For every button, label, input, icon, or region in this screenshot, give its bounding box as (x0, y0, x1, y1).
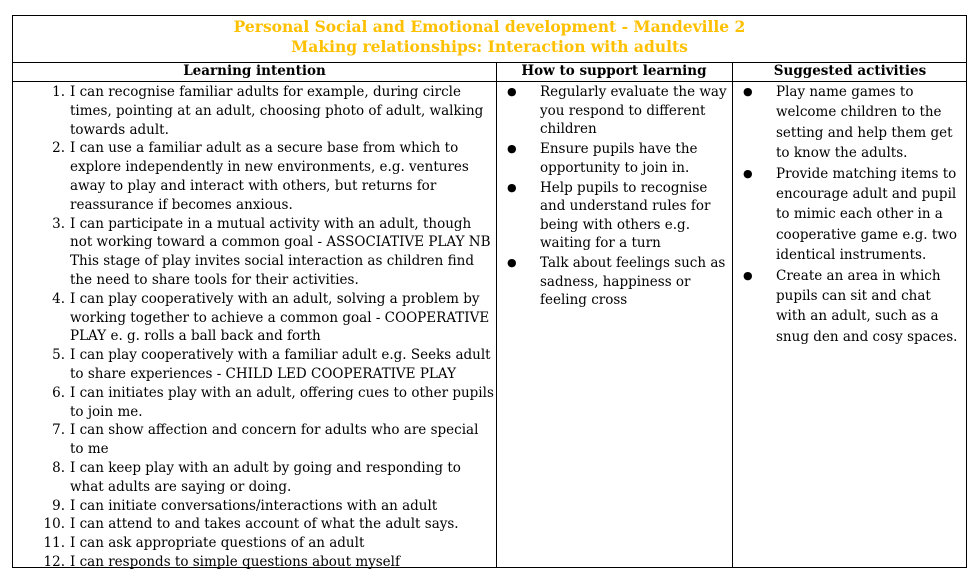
item-number: 4. (52, 290, 65, 307)
learning-intention-item (13, 139, 496, 214)
item-text: I can keep play with an adult by going and responding to what adults are saying or doing. (70, 459, 461, 495)
item-text: I can responds to simple questions about myself (70, 553, 400, 570)
support-item (497, 83, 732, 139)
item-text: I can use a familiar adult as a secure base from which to explore independently in new environments, e.g. ventures away to play and interact with others, but returns for reassurance if becomes anxious. (70, 140, 469, 213)
bullet-text: Play name games to welcome children to the setting and help them get to know the adults. (776, 84, 953, 161)
item-number: 1. (52, 84, 65, 100)
learning-intention-item (13, 515, 496, 534)
bullet-text: Regularly evaluate the way you respond to different children (540, 84, 727, 137)
item-number: 6. (52, 384, 65, 401)
item-text: I can show affection and concern for adults who are special to me (70, 422, 479, 458)
title-block (13, 16, 966, 63)
item-number: 10. (43, 516, 65, 533)
learning-intention-column (13, 82, 496, 570)
item-number: 9. (52, 497, 65, 514)
item-text: I can play cooperatively with a familiar adult e.g. Seeks adult to share experiences - CHILD LED COOPERATIVE PLAY (70, 347, 491, 382)
item-number: 2. (52, 140, 65, 157)
activities-list (733, 82, 965, 347)
page-title: Personal Social and Emotional development - Mandeville 2 (233, 17, 746, 36)
learning-intention-item (13, 83, 496, 139)
support-list (497, 83, 732, 310)
activity-item (733, 164, 965, 265)
learning-intention-item (13, 290, 496, 346)
header-learning-intention: Learning intention (183, 63, 326, 79)
learning-intention-item (13, 497, 496, 516)
activity-item (733, 82, 965, 163)
learning-intention-item (13, 553, 496, 572)
bullet-icon: ● (507, 256, 517, 269)
header-suggested-activities: Suggested activities (773, 63, 927, 79)
bullet-icon: ● (743, 166, 753, 180)
bullet-text: Create an area in which pupils can sit and chat with an adult, such as a snug den and cosy spaces. (776, 267, 958, 345)
learning-intention-item (13, 215, 496, 290)
bullet-text: Talk about feelings such as sadness, happiness or feeling cross (540, 255, 726, 308)
item-number: 12. (43, 553, 65, 570)
item-number: 7. (52, 422, 65, 439)
learning-intention-item (13, 534, 496, 553)
item-text: I can initiate conversations/interactions with an adult (70, 497, 438, 514)
item-text: I can recognise familiar adults for example, during circle times, pointing at an adult, choosing photo of adult, walking towards adult. (70, 84, 484, 138)
bullet-icon: ● (743, 85, 753, 98)
bullet-icon: ● (507, 180, 517, 194)
item-text: I can play cooperatively with an adult, solving a problem by working together to achieve a common goal - COOPERATIVE PLAY e. g. rolls a ball back and forth (70, 290, 490, 345)
item-text: I can participate in a mutual activity with an adult, though not working toward a common goal - ASSOCIATIVE PLAY NB This stage of play invites social interaction as children find the need to share tools for their activities. (70, 215, 491, 288)
learning-intention-item (13, 459, 496, 497)
bullet-icon: ● (743, 268, 753, 282)
activity-item (733, 266, 965, 347)
learning-intention-item (13, 421, 496, 459)
support-item (497, 254, 732, 310)
learning-intention-item (13, 346, 496, 384)
document-table (12, 15, 967, 568)
bullet-text: Help pupils to recognise and understand rules for being with others e.g. waiting for a turn (540, 179, 711, 251)
item-number: 3. (52, 215, 65, 232)
header-row (13, 62, 966, 82)
header-how-to-support: How to support learning (521, 63, 707, 79)
activities-column (733, 82, 965, 567)
support-item (497, 140, 732, 177)
support-column (497, 82, 732, 567)
learning-intention-list (13, 83, 496, 572)
bullet-icon: ● (507, 85, 517, 98)
bullet-icon: ● (507, 142, 517, 155)
item-text: I can initiates play with an adult, offering cues to other pupils to join me. (70, 384, 494, 420)
bullet-text: Ensure pupils have the opportunity to join in. (540, 141, 698, 176)
support-item (497, 179, 732, 253)
item-number: 5. (52, 347, 65, 364)
item-text: I can attend to and takes account of what the adult says. (70, 516, 459, 533)
learning-intention-item (13, 384, 496, 422)
page-subtitle: Making relationships: Interaction with adults (291, 37, 688, 56)
item-number: 11. (43, 535, 65, 552)
item-text: I can ask appropriate questions of an adult (70, 535, 365, 552)
item-number: 8. (52, 459, 65, 476)
bullet-text: Provide matching items to encourage adult and pupil to mimic each other in a cooperative game e.g. two identical instruments. (776, 165, 957, 263)
